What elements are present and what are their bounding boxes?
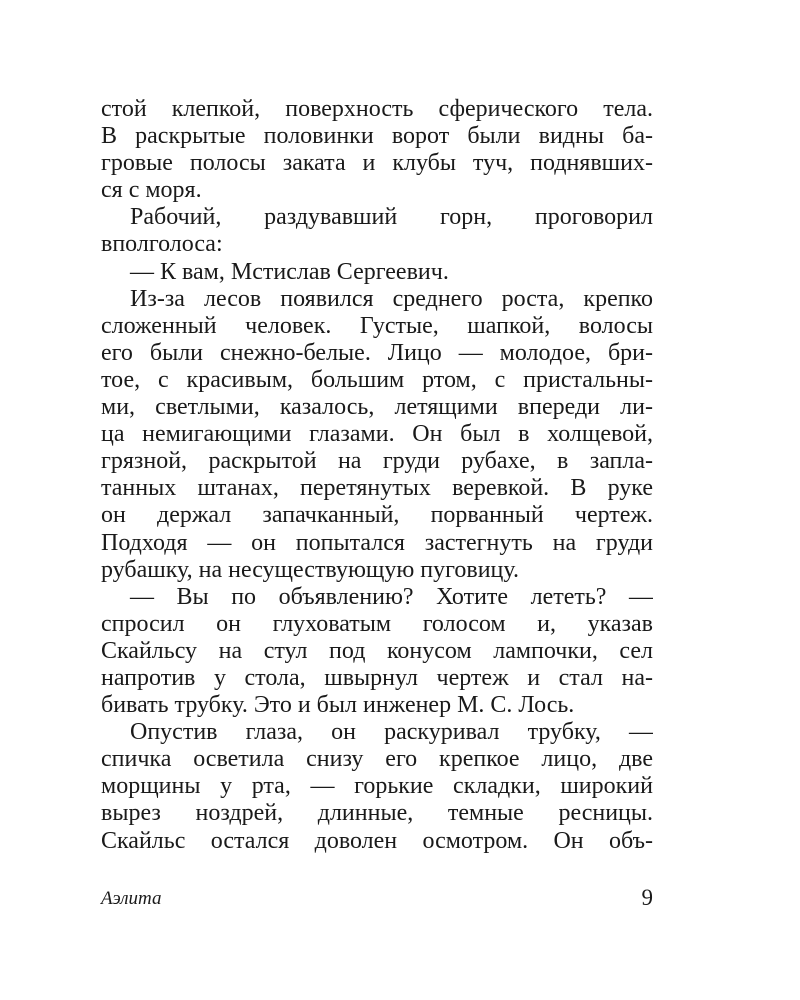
text-line: Рабочий, раздувавший горн, проговорил bbox=[130, 204, 653, 231]
text-line: — Вы по объявлению? Хотите лететь? — bbox=[130, 583, 653, 610]
text-line: бивать трубку. Это и был инженер М. С. Лось. bbox=[101, 692, 575, 719]
text-line: спросил он глуховатым голосом и, указав bbox=[101, 610, 653, 637]
text-line: спичка осветила снизу его крепкое лицо, две bbox=[101, 746, 653, 773]
text-line: грязной, раскрытой на груди рубахе, в запла- bbox=[101, 448, 653, 475]
text-line: гровые полосы заката и клубы туч, поднявших- bbox=[101, 150, 653, 177]
text-line: ца немигающими глазами. Он был в холщевой, bbox=[101, 421, 653, 448]
text-line: Подходя — он попытался застегнуть на груди bbox=[101, 529, 653, 556]
text-line: — К вам, Мстислав Сергеевич. bbox=[130, 258, 449, 285]
running-title: Аэлита bbox=[101, 888, 162, 909]
text-line: Скайльс остался доволен осмотром. Он объ- bbox=[101, 827, 653, 854]
page-body-text bbox=[101, 96, 653, 855]
text-line: ми, светлыми, казалось, летящими впереди ли- bbox=[101, 394, 653, 421]
text-line: Опустив глаза, он раскуривал трубку, — bbox=[130, 719, 653, 746]
text-line: тое, с красивым, большим ртом, с пристальны- bbox=[101, 366, 653, 393]
text-line: сложенный человек. Густые, шапкой, волосы bbox=[101, 312, 653, 339]
text-line: Скайльсу на стул под конусом лампочки, сел bbox=[101, 637, 653, 664]
text-line: рубашку, на несуществующую пуговицу. bbox=[101, 556, 519, 583]
text-line: морщины у рта, — горькие складки, широкий bbox=[101, 773, 653, 800]
text-line: Из-за лесов появился среднего роста, крепко bbox=[130, 285, 653, 312]
text-line: он держал запачканный, порванный чертеж. bbox=[101, 502, 653, 529]
text-line: вполголоса: bbox=[101, 231, 223, 258]
text-line: танных штанах, перетянутых веревкой. В руке bbox=[101, 475, 653, 502]
text-line: В раскрытые половинки ворот были видны ба- bbox=[101, 123, 653, 150]
text-line: стой клепкой, поверхность сферического тела. bbox=[101, 96, 653, 122]
text-line: напротив у стола, швырнул чертеж и стал на- bbox=[101, 664, 653, 691]
page-number: 9 bbox=[641, 885, 653, 910]
text-line: вырез ноздрей, длинные, темные ресницы. bbox=[101, 800, 653, 827]
text-line: ся с моря. bbox=[101, 177, 202, 204]
text-line: его были снежно-белые. Лицо — молодое, бри- bbox=[101, 339, 653, 366]
page-footer bbox=[101, 885, 653, 915]
